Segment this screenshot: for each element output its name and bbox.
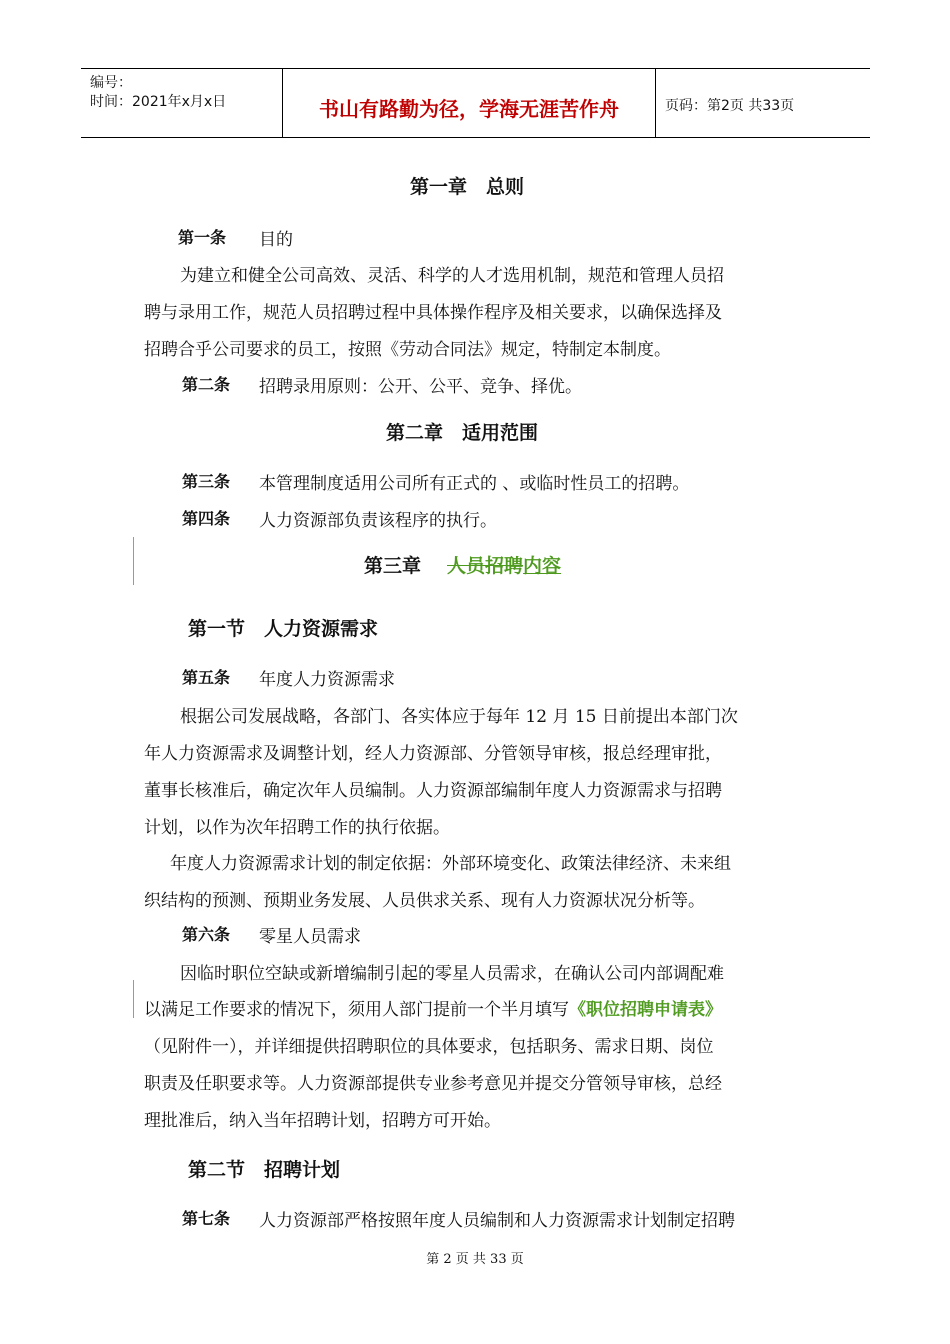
paragraph-1-line-2: 聘与录用工作，规范人员招聘过程中具体操作程序及相关要求，以确保选择及 [144,303,722,323]
chapter-2-title: 第二章 适用范围 [386,422,539,444]
paragraph-7-line-3: （见附件一），并详细提供招聘职位的具体要求，包括职务、需求日期、岗位 [144,1037,714,1057]
article-2-text: 招聘录用原则：公开、公平、竞争、择优。 [259,377,582,397]
chapter-1-title: 第一章 总则 [410,176,525,198]
article-1-title: 目的 [259,230,293,250]
article-6-label: 第六条 [182,925,231,944]
paragraph-7-line-5: 理批准后，纳入当年招聘计划，招聘方可开始。 [144,1111,501,1131]
paragraph-1-line-1: 为建立和健全公司高效、灵活、科学的人才选用机制，规范和管理人员招 [180,266,724,286]
article-5-title: 年度人力资源需求 [259,670,395,690]
revision-bar [133,980,134,1018]
article-6-title: 零星人员需求 [259,927,361,947]
header-motto-cell [282,69,656,137]
paragraph-5-line-4: 计划，以作为次年招聘工作的执行依据。 [144,818,450,838]
paragraph-7-line-2-text: 以满足工作要求的情况下，须用人部门提前一个半月填写 [144,1000,569,1020]
paragraph-6-line-2: 织结构的预测、预期业务发展、人员供求关系、现有人力资源状况分析等。 [144,891,705,911]
header-meta-cell [81,69,282,137]
paragraph-7-line-2 [144,995,722,1020]
article-2-label: 第二条 [182,375,231,394]
section-1-title: 第一节 人力资源需求 [188,618,379,640]
header-motto: 书山有路勤为径，学海无涯苦作舟 [319,97,619,121]
paragraph-1-line-3: 招聘合乎公司要求的员工，按照《劳动合同法》规定，特制定本制度。 [144,340,671,360]
article-1-label: 第一条 [178,228,227,247]
article-4-text: 人力资源部负责该程序的执行。 [259,511,497,531]
paragraph-5-line-1: 根据公司发展战略，各部门、各实体应于每年 12 月 15 日前提出本部门次 [180,707,738,727]
article-3-label: 第三条 [182,472,231,491]
section-2-title: 第二节 招聘计划 [188,1159,341,1181]
article-3-text: 本管理制度适用公司所有正式的 、或临时性员工的招聘。 [259,474,690,494]
paragraph-5-line-2: 年人力资源需求及调整计划，经人力资源部、分管领导审核，报总经理审批， [144,744,722,764]
paragraph-5-line-3: 董事长核准后，确定次年人员编制。人力资源部编制年度人力资源需求与招聘 [144,781,722,801]
chapter-3-title [364,551,561,578]
paragraph-7-line-1: 因临时职位空缺或新增编制引起的零星人员需求，在确认公司内部调配难 [180,964,724,984]
paragraph-7-line-4: 职责及任职要求等。人力资源部提供专业参考意见并提交分管领导审核，总经 [144,1074,722,1094]
chapter-3-prefix: 第三章 [364,555,422,577]
page-footer: 第 2 页 共 33 页 [426,1252,524,1267]
header-page-cell [655,69,870,137]
chapter-3-inserted-text: 内容 [523,555,562,577]
article-7-label: 第七条 [182,1209,231,1228]
paragraph-6-line-1: 年度人力资源需求计划的制定依据：外部环境变化、政策法律经济、未来组 [170,854,731,874]
document-date: 时间：2021年x月x日 [90,94,227,110]
article-5-label: 第五条 [182,668,231,687]
document-number-label: 编号： [90,75,132,91]
page-header [81,68,870,138]
chapter-3-deleted-text: 人员招聘 [447,555,524,577]
article-4-label: 第四条 [182,509,231,528]
application-form-reference: 《职位招聘申请表》 [569,1000,722,1020]
header-page-info: 页码：第2页 共33页 [665,98,795,114]
article-7-text: 人力资源部严格按照年度人员编制和人力资源需求计划制定招聘 [259,1211,735,1231]
revision-bar [133,537,134,585]
